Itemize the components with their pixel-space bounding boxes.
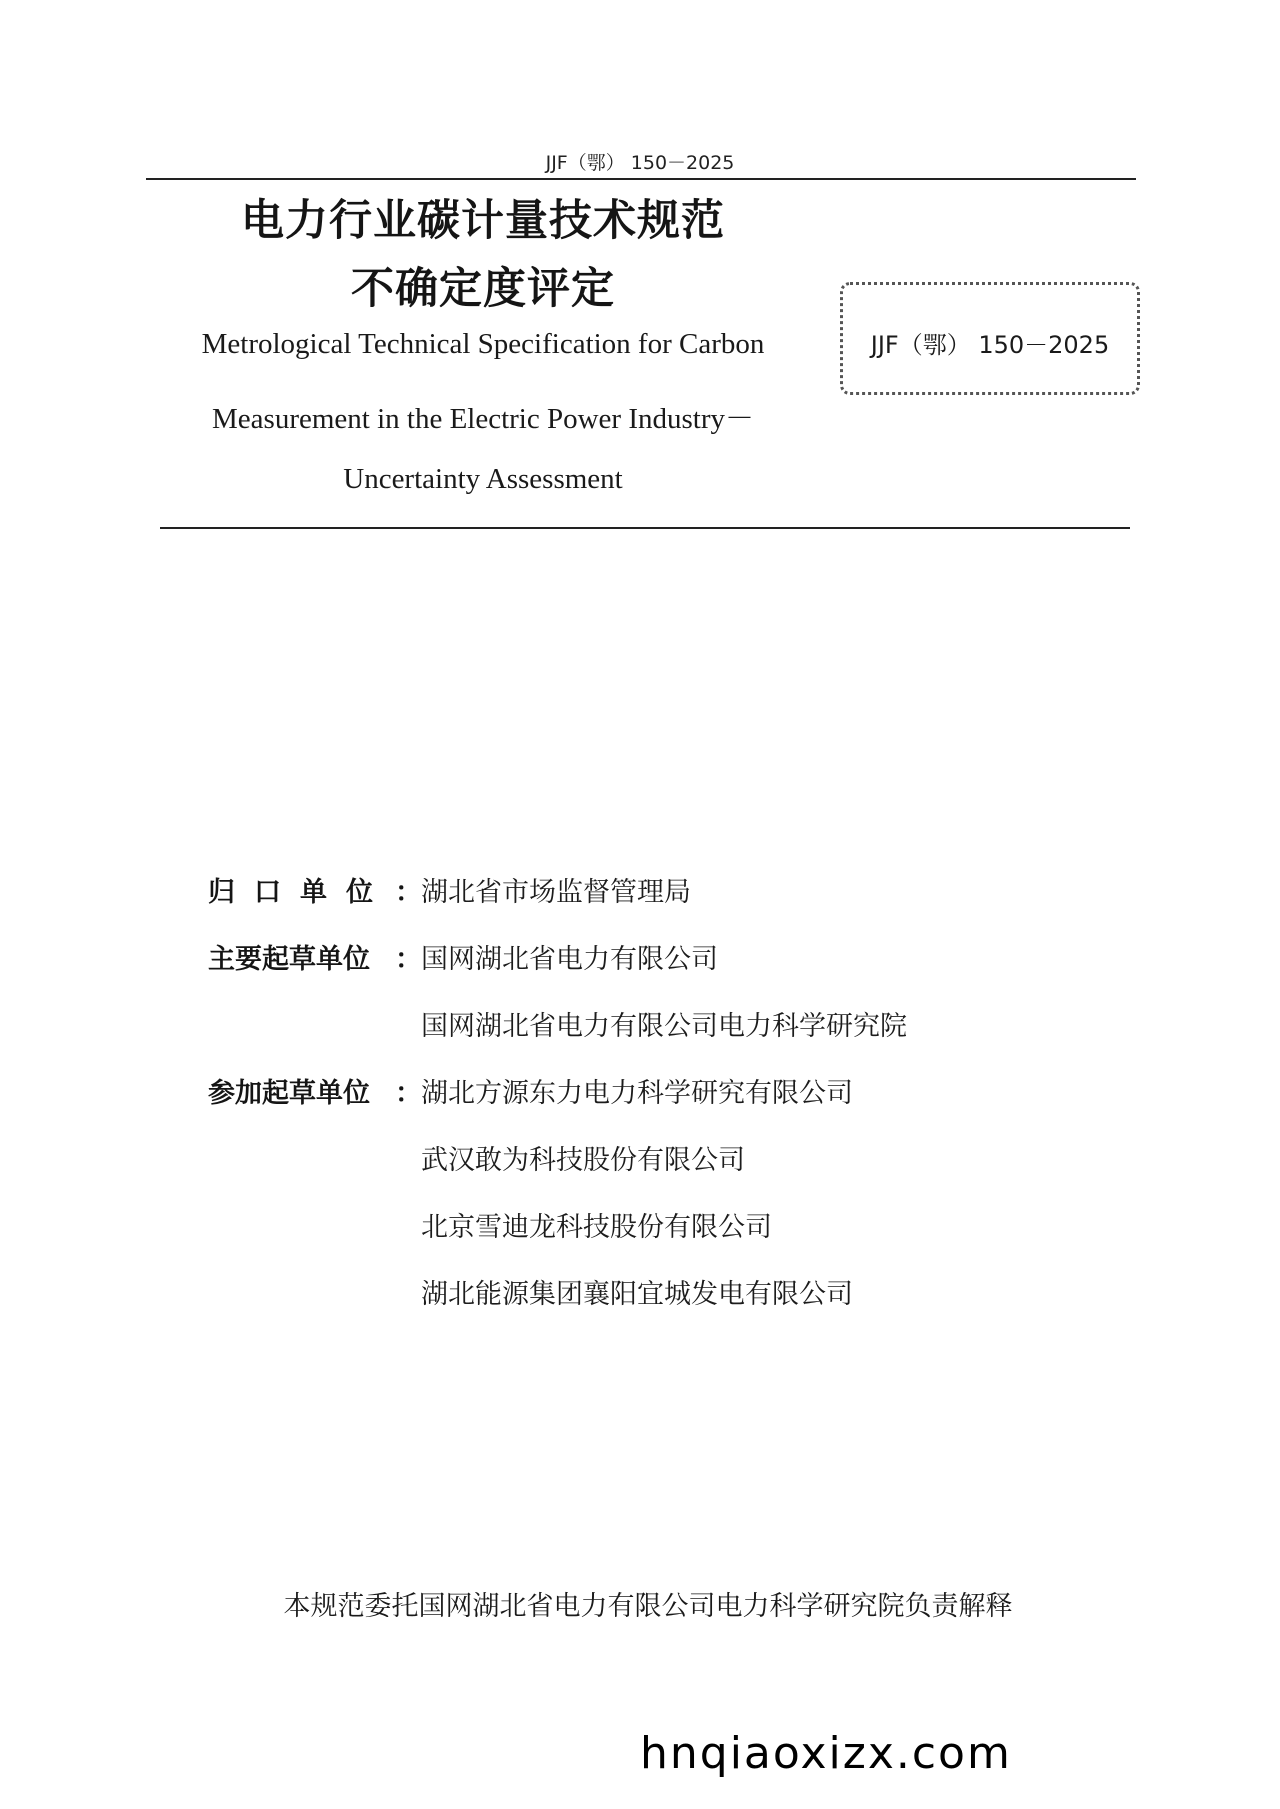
website-watermark: hnqiaoxizx.com	[640, 1728, 1012, 1779]
participating-drafting-unit-2: 武汉敢为科技股份有限公司	[421, 1145, 745, 1176]
standard-code-box	[840, 282, 1140, 395]
title-english-line-3: Uncertainty Assessment	[343, 463, 623, 495]
centralizing-unit-value: 湖北省市场监督管理局	[421, 877, 691, 908]
title-english-line-1: Metrological Technical Specification for Carbon	[201, 328, 765, 360]
main-drafting-units-colon: ：	[395, 944, 422, 975]
participating-drafting-unit-1: 湖北方源东力电力科学研究有限公司	[421, 1078, 853, 1109]
standard-code-box-text: JJF（鄂） 150－2025	[870, 331, 1110, 359]
interpretation-note: 本规范委托国网湖北省电力有限公司电力科学研究院负责解释	[283, 1591, 1013, 1622]
centralizing-unit-label: 归口单位	[208, 877, 392, 908]
participating-drafting-unit-4: 湖北能源集团襄阳宜城发电有限公司	[421, 1279, 853, 1310]
participating-drafting-units-colon: ：	[395, 1078, 422, 1109]
title-chinese-line-2: 不确定度评定	[351, 264, 615, 314]
main-drafting-unit-2: 国网湖北省电力有限公司电力科学研究院	[421, 1011, 907, 1042]
main-drafting-units-label: 主要起草单位	[208, 944, 370, 975]
centralizing-unit-colon: ：	[395, 877, 422, 908]
title-english-line-2: Measurement in the Electric Power Industry－	[212, 403, 754, 435]
participating-drafting-units-label: 参加起草单位	[208, 1078, 370, 1109]
bottom-divider	[160, 527, 1130, 529]
title-chinese-line-1: 电力行业碳计量技术规范	[241, 196, 725, 246]
top-divider	[146, 178, 1136, 180]
header-standard-code: JJF（鄂） 150－2025	[545, 152, 735, 174]
main-drafting-unit-1: 国网湖北省电力有限公司	[421, 944, 718, 975]
participating-drafting-unit-3: 北京雪迪龙科技股份有限公司	[421, 1212, 772, 1243]
